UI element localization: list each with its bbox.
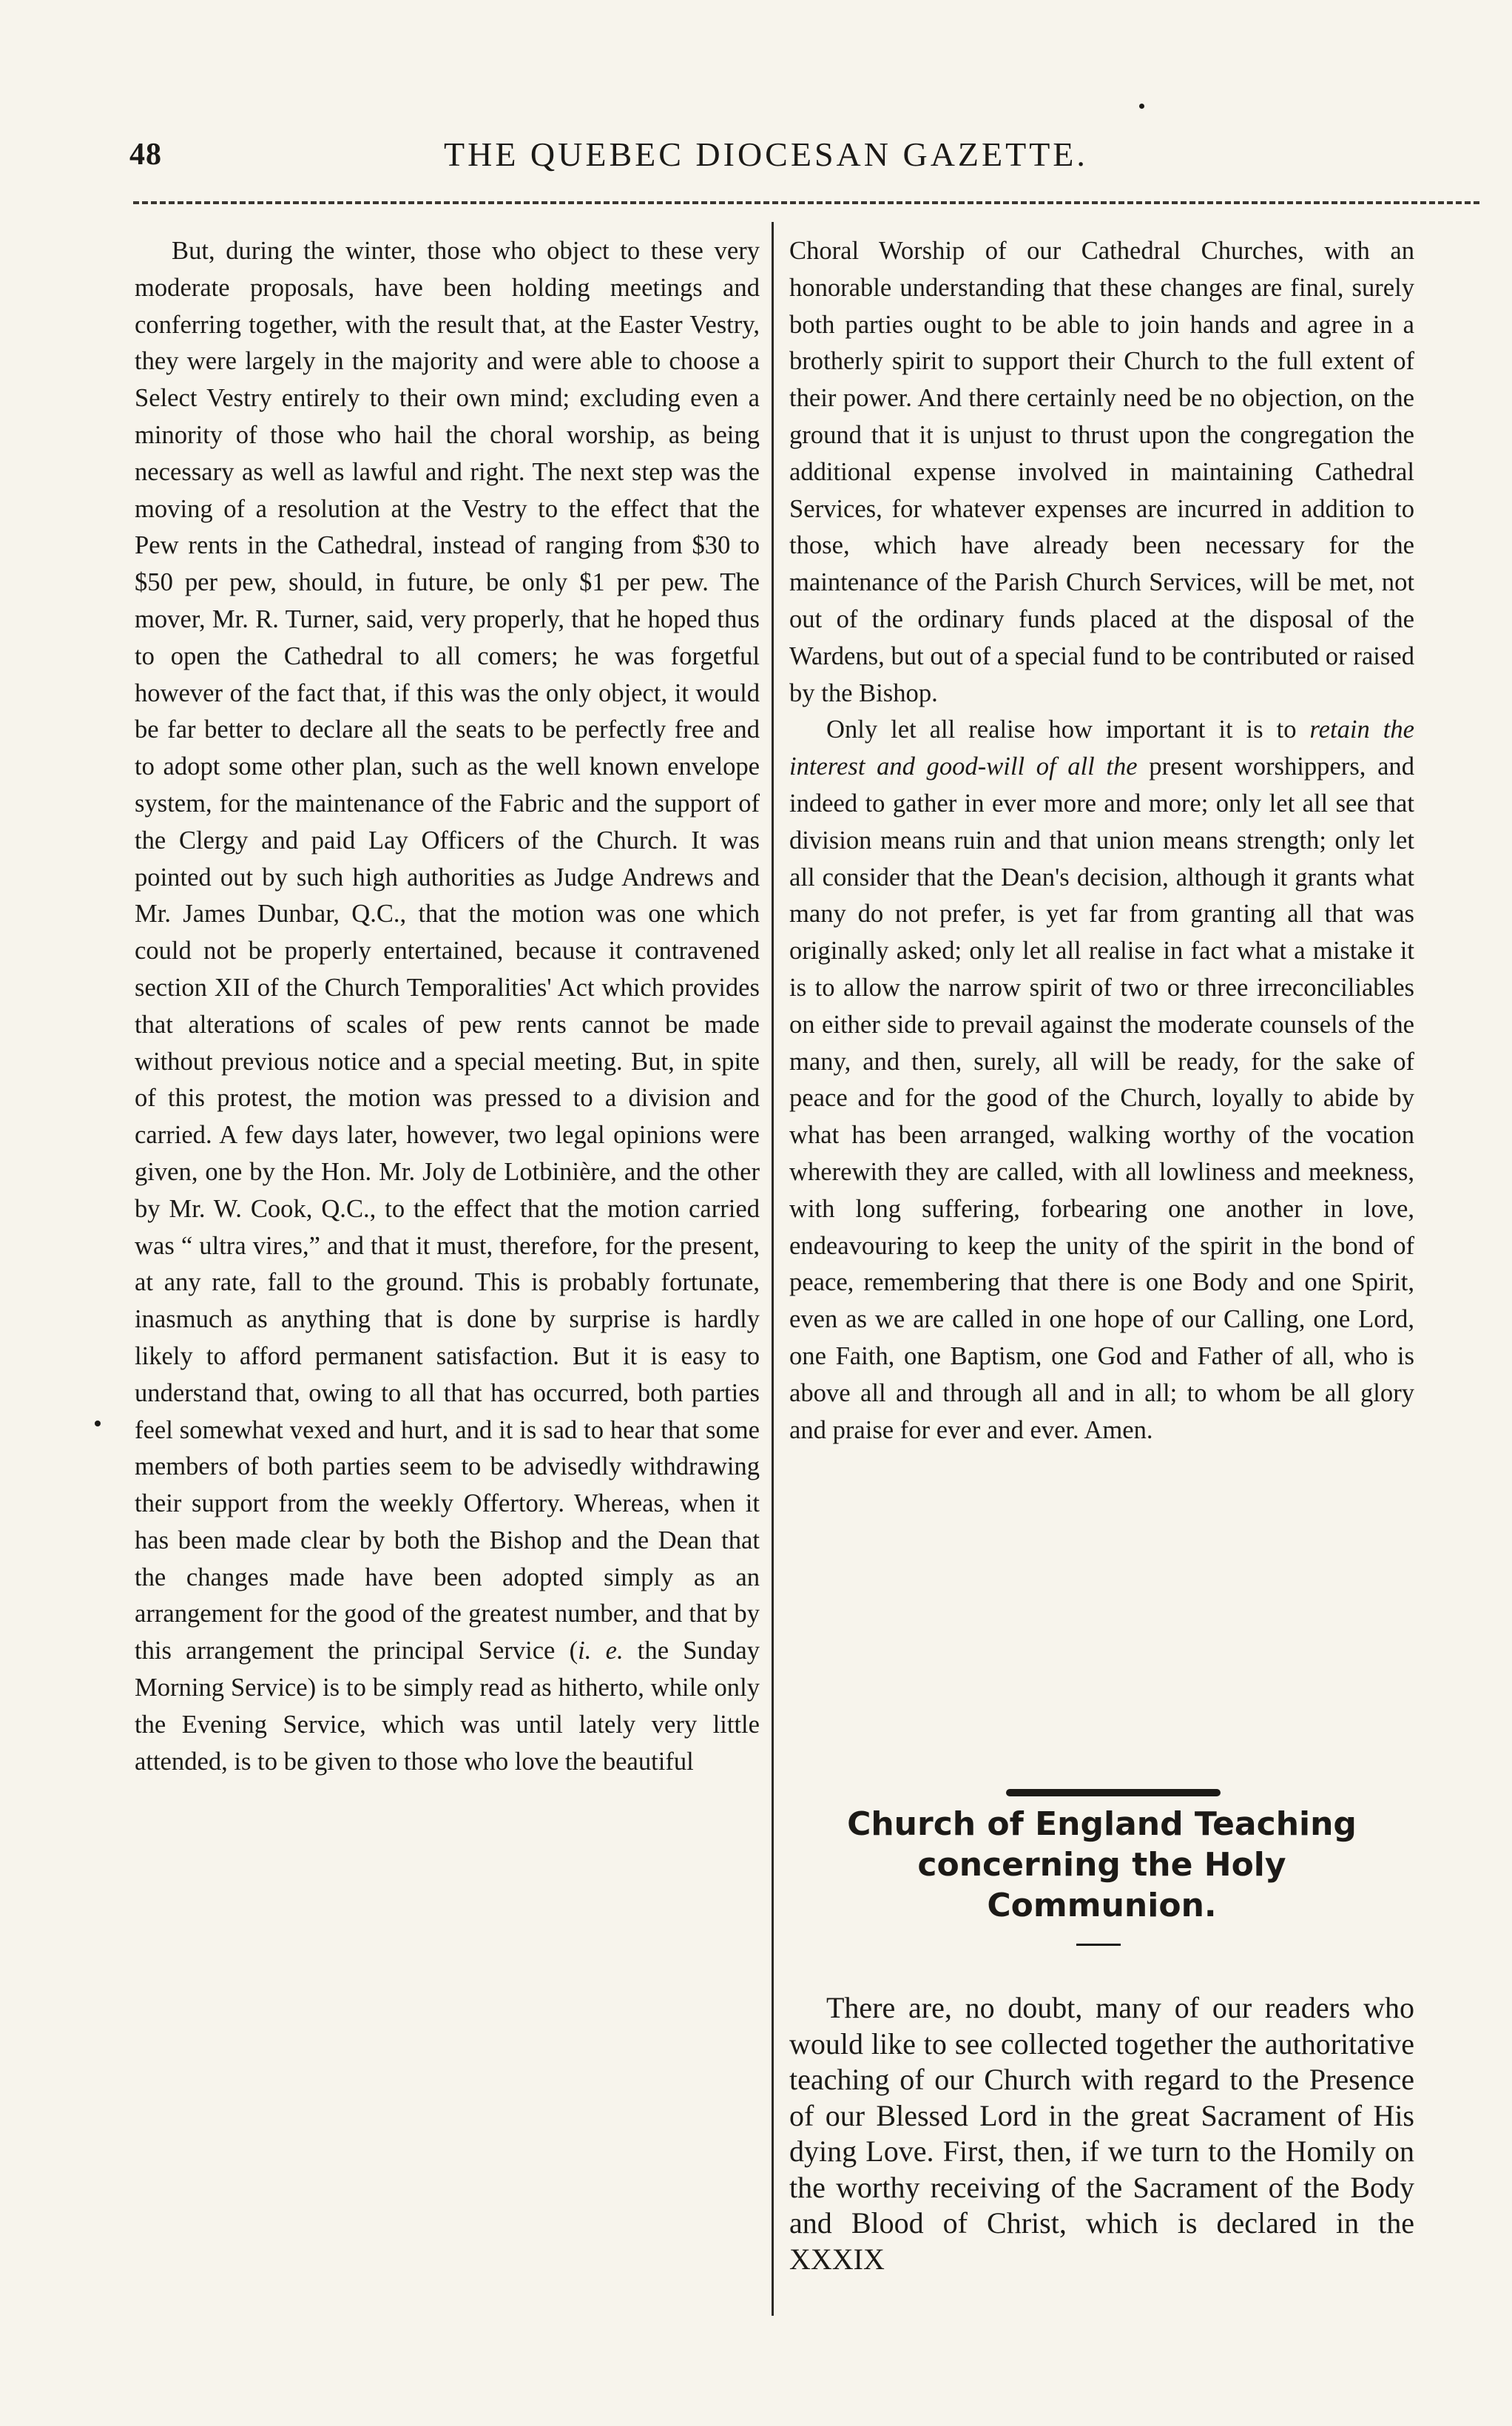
heading-line: concerning the Holy — [917, 1846, 1286, 1884]
paragraph-text: But, during the winter, those who object to these very moderate proposals, have been holding meetings and conferring together, with the result that, at the Easter Vestry, they were largely in the majority and were able to choose a Select Vestry entirely to their own mind; excluding even a minority of those who hail the choral worship, as being necessary as well as lawful and right. The next step was the moving of a resolution at the Vestry to the effect that the Pew rents in the Cathedral, instead of ranging from $30 to $50 per pew, should, in future, be only $1 per pew. The mover, Mr. R. Turner, said, very properly, that he hoped thus to open the Cathedral to all comers; he was forgetful however of the fact that, if this was the only object, it would be far better to declare all the seats to be perfectly free and to adopt some other plan, such as the well known envelope system, for the maintenance of the Fabric and the support of the Clergy and paid Lay Officers of the Church. It was pointed out by such high authorities as Judge Andrews and Mr. James Dunbar, Q.C., that the motion was one which could not be properly entertained, because it contravened section XII of the Church Temporalities' Act which provides that alterations of scales of pew rents cannot be made without previous notice and a special meeting. But, in spite of this protest, the motion was pressed to a division and carried. A few days later, however, two legal opinions were given, one by the Hon. Mr. Joly de Lotbinière, and the other by Mr. W. Cook, Q.C., to the effect that the motion carried was “ ultra vires,” and that it must, therefore, for the present, at any rate, fall to the ground. This is probably fortunate, inasmuch as anything that is done by surprise is hardly likely to afford permanent satisfaction. But it is easy to understand that, owing to all that has occurred, both parties feel somewhat vexed and hurt, and it is sad to hear that some members of both parties seem to be advisedly withdrawing their support from the weekly Offertory. Whereas, when it has been made clear by both the Bishop and the Dean that the changes made have been adopted simply as an arrangement for the good of the greatest number, and that by this arrangement the principal Service ( — [135, 237, 760, 1665]
heading-line: Communion. — [987, 1887, 1217, 1924]
italic-text: i. e. — [578, 1637, 624, 1665]
ink-speck — [95, 1421, 101, 1426]
paragraph: Choral Worship of our Cathedral Churches, with an honorable understanding that these changes are final, surely both parties ought to be able to join hands and agree in a brotherly spirit to support their Church to the full extent of their power. And there certainly need be no objection, on the ground that it is unjust to thrust upon the congregation the additional expense involved in maintaining Cathedral Services, for whatever expenses are incurred in addition to those, which have already been necessary for the maintenance of the Parish Church Services, will be met, not out of the ordinary funds placed at the disposal of the Wardens, but out of a special fund to be contributed or raised by the Bishop. — [789, 237, 1414, 707]
italic-text: retain the interest and good-will of all the — [789, 715, 1415, 781]
paragraph: There are, no doubt, many of our readers who would like to see collected together the authoritative teaching of our Church with regard to the Presence of our Blessed Lord in the great Sacrament of His dying Love. First, then, if we turn to the Homily on the worthy receiving of the Sacrament of the Body and Blood of Christ, which is declared in the XXXIX — [789, 1991, 1414, 2276]
right-column — [789, 233, 1414, 1449]
ink-speck — [1139, 104, 1144, 109]
paragraph-text: present worshippers, and indeed to gather in ever more and more; only let all see that division means ruin and that union means strength; only let all consider that the Dean's decision, although it grants what many do not prefer, is yet far from granting all that was originally asked; only let all realise in fact what a mistake it is to allow the narrow spirit of two or three irreconciliables on either side to prevail against the moderate counsels of the many, and then, surely, all will be ready, for the sake of peace and for the good of the Church, loyally to abide by what has been arranged, walking worthy of the vocation wherewith they are called, with all lowliness and meekness, with long suffering, forbearing one another in love, endeavouring to keep the unity of the spirit in the bond of peace, remembering that there is one Body and one Spirit, even as we are called in one hope of our Calling, one Lord, one Faith, one Baptism, one God and Father of all, who is above all and through all and in all; to whom be all glory and praise for ever and ever. Amen. — [789, 752, 1414, 1444]
section-ornament-rule — [1006, 1789, 1221, 1796]
paragraph — [789, 712, 1414, 1449]
paragraph-text: the Sunday Morning Service) is to be simply read as hitherto, while only the Evening Service, which was until lately very little attended, is to be given to those who love the beautiful — [135, 1637, 760, 1776]
header-rule — [133, 201, 1479, 204]
running-title: THE QUEBEC DIOCESAN GAZETTE. — [444, 135, 1088, 173]
left-column — [135, 233, 760, 1780]
paragraph-text: Only let all realise how important it is to — [826, 715, 1310, 744]
section-heading — [789, 1804, 1414, 1926]
paragraph — [135, 233, 760, 1780]
section-body — [789, 1990, 1414, 2277]
heading-rule — [1076, 1944, 1121, 1946]
page-number: 48 — [129, 138, 162, 172]
heading-line: Church of England Teaching — [847, 1805, 1357, 1843]
column-divider — [772, 222, 774, 2316]
